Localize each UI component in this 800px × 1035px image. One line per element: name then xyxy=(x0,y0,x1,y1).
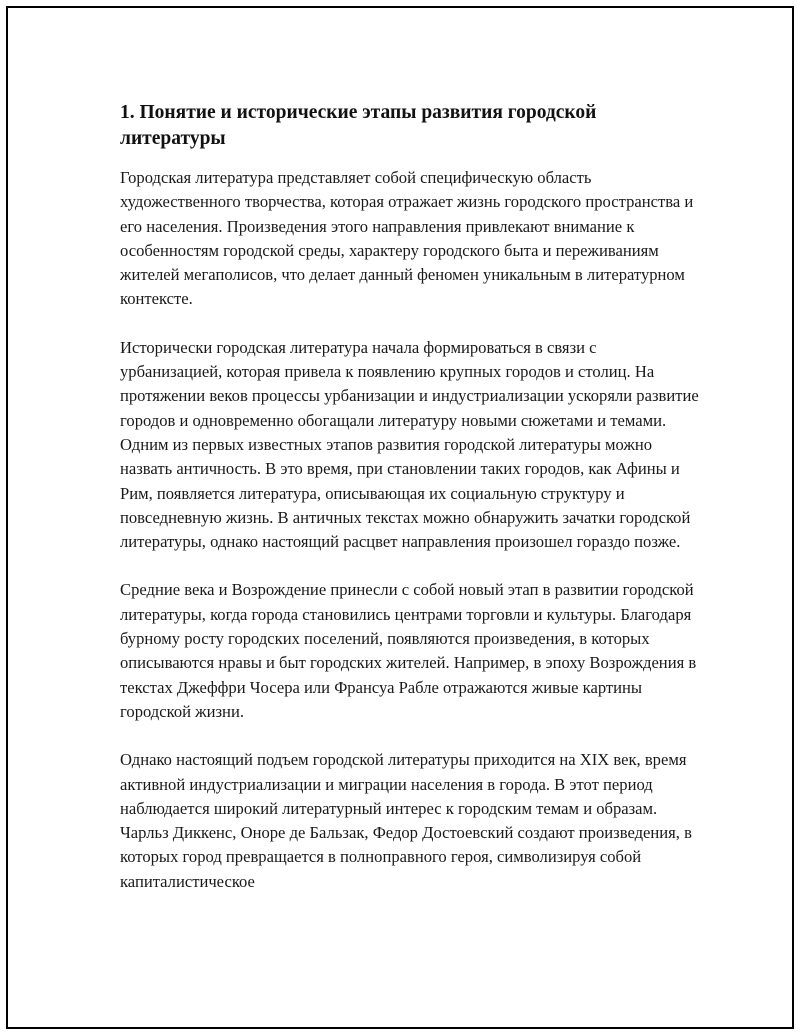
paragraph-3: Средние века и Возрождение принесли с собой новый этап в развитии городской литературы, когда города становились центрами торговли и культуры. Благодаря бурному росту городских поселений, появляются произведения, в которых описываются нравы и быт городских жителей. Например, в эпоху Возрождения в текстах Джеффри Чосера или Франсуа Рабле отражаются живые картины городской жизни. xyxy=(120,580,697,721)
paragraph-1: Городская литература представляет собой специфическую область художественного творчества, которая отражает жизнь городского пространства и его населения. Произведения этого направления привлекают внимание к особенностям городской среды, характеру городского быта и переживаниям жителей мегаполисов, что делает данный феномен уникальным в литературном контексте. xyxy=(120,168,694,309)
section-heading: 1. Понятие и исторические этапы развития городской литературы xyxy=(120,102,597,149)
paragraph-4: Однако настоящий подъем городской литературы приходится на XIX век, время активной индустриализации и миграции населения в города. В этот период наблюдается широкий литературный интерес к городским темам и образам. Чарльз Диккенс, Оноре де Бальзак, Федор Достоевский создают произведения, в которых город превращается в полноправного героя, символизируя собой капиталистическое xyxy=(120,750,692,891)
paragraph-2: Исторически городская литература начала формироваться в связи с урбанизацией, которая привела к появлению крупных городов и столиц. На протяжении веков процессы урбанизации и индустриализации ускоряли развитие городов и одновременно обогащали литературу новыми сюжетами и темами. Одним из первых известных этапов развития городской литературы можно назвать античность. В это время, при становлении таких городов, как Афины и Рим, появляется литература, описывающая их социальную структуру и повседневную жизнь. В античных текстах можно обнаружить зачатки городской литературы, однако настоящий расцвет направления произошел гораздо позже. xyxy=(120,337,699,552)
page-frame xyxy=(6,6,794,1029)
document-body xyxy=(120,100,700,918)
